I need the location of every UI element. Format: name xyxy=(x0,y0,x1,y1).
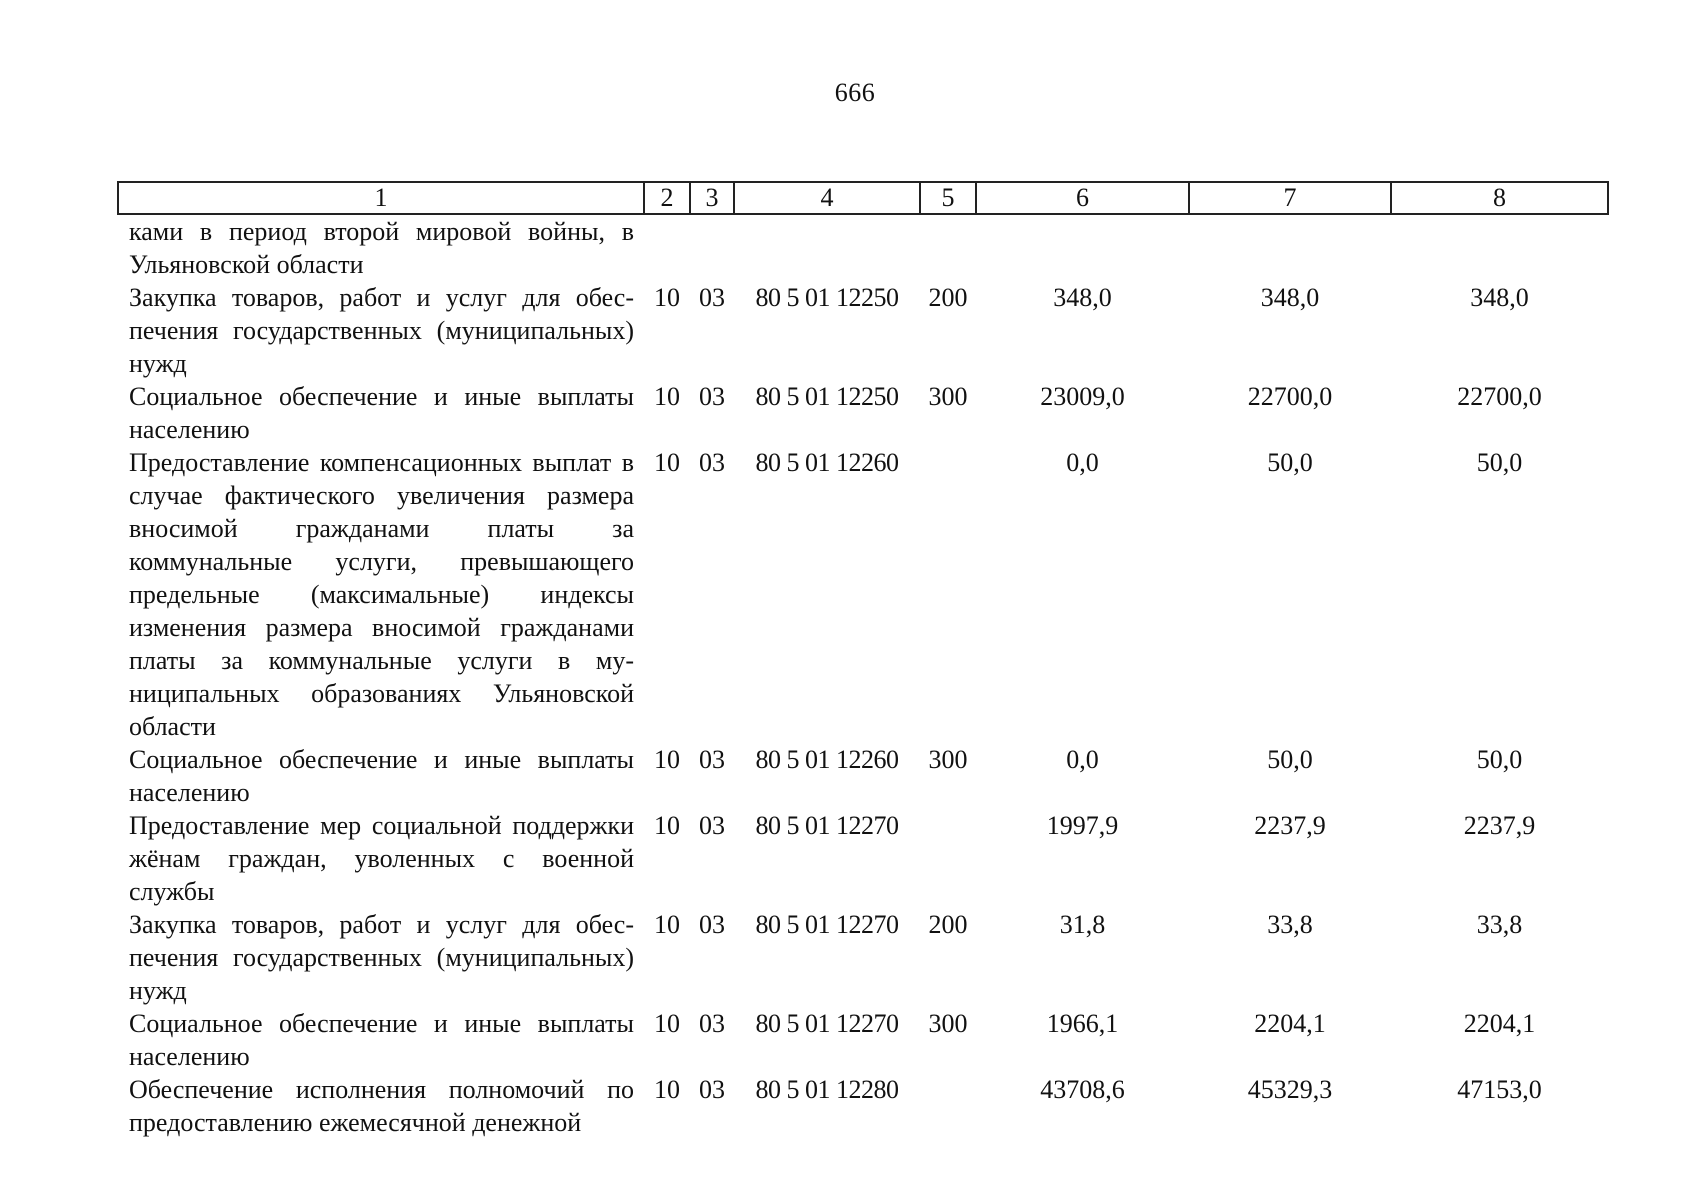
table-row xyxy=(118,446,1608,743)
row-description: Предоставление компенсационных выплат в случае фактического увеличения размера вносимой гражданами платы за коммунальные услуги, превышающего предельные (максимальные) индексы изменения размера вносимой гражданами платы за коммунальные услуги в муниципальных образованиях Ульяновской области xyxy=(129,448,634,741)
expense-type-code xyxy=(920,214,976,281)
subsection-code xyxy=(690,214,734,281)
column-header-8: 8 xyxy=(1391,182,1608,214)
amount-col-6: 0,0 xyxy=(1066,745,1099,774)
target-article-code: 80 5 01 12270 xyxy=(755,811,899,840)
row-description: Социальное обеспечение и иные выплаты населению xyxy=(129,382,634,444)
target-article-code xyxy=(734,214,920,281)
amount-col-8: 348,0 xyxy=(1470,283,1529,312)
target-article-code: 80 5 01 12250 xyxy=(755,283,899,312)
target-article-code: 80 5 01 12250 xyxy=(755,382,899,411)
table-body xyxy=(118,214,1608,1139)
amount-col-7: 33,8 xyxy=(1267,910,1313,939)
subsection-code: 03 xyxy=(699,382,725,411)
section-code: 10 xyxy=(654,745,680,774)
expense-type-code: 200 xyxy=(928,283,968,312)
table-row xyxy=(118,214,1608,281)
row-description: Социальное обеспечение и иные выплаты населению xyxy=(129,745,634,807)
amount-col-6 xyxy=(976,214,1189,281)
column-header-5: 5 xyxy=(920,182,976,214)
table-row xyxy=(118,809,1608,908)
section-code xyxy=(644,214,690,281)
subsection-code: 03 xyxy=(699,910,725,939)
header-row xyxy=(118,182,1608,214)
row-description: Обеспечение исполнения полномочий по предоставлению ежемесячной денежной xyxy=(129,1075,634,1137)
amount-col-7: 45329,3 xyxy=(1247,1075,1333,1104)
section-code: 10 xyxy=(654,1075,680,1104)
amount-col-8: 2204,1 xyxy=(1463,1009,1536,1038)
table-header xyxy=(118,182,1608,214)
section-code: 10 xyxy=(654,283,680,312)
subsection-code: 03 xyxy=(699,1009,725,1038)
column-header-6: 6 xyxy=(976,182,1189,214)
amount-col-7: 2237,9 xyxy=(1254,811,1326,840)
amount-col-7: 50,0 xyxy=(1267,745,1313,774)
table-row xyxy=(118,380,1608,446)
target-article-code: 80 5 01 12280 xyxy=(755,1075,899,1104)
amount-col-7: 2204,1 xyxy=(1254,1009,1326,1038)
page-number: 666 xyxy=(834,78,876,107)
table-row xyxy=(118,1073,1608,1139)
budget-table-container xyxy=(117,181,1607,1139)
amount-col-8: 47153,0 xyxy=(1457,1075,1542,1104)
expense-type-code: 300 xyxy=(928,1009,968,1038)
column-header-4: 4 xyxy=(734,182,920,214)
amount-col-6: 0,0 xyxy=(1066,448,1099,477)
subsection-code: 03 xyxy=(699,283,725,312)
amount-col-7 xyxy=(1189,214,1391,281)
expense-type-code xyxy=(920,809,976,908)
subsection-code: 03 xyxy=(699,811,725,840)
section-code: 10 xyxy=(654,448,680,477)
row-description: Закупка товаров, работ и услуг для обеспечения государственных (муниципальных) нужд xyxy=(129,910,634,1005)
amount-col-8: 22700,0 xyxy=(1457,382,1542,411)
amount-col-8: 33,8 xyxy=(1476,910,1523,939)
table-row xyxy=(118,1007,1608,1073)
table-row xyxy=(118,743,1608,809)
section-code: 10 xyxy=(654,1009,680,1038)
amount-col-6: 31,8 xyxy=(1059,910,1106,939)
amount-col-7: 50,0 xyxy=(1267,448,1313,477)
expense-type-code: 300 xyxy=(928,382,968,411)
amount-col-8 xyxy=(1391,214,1608,281)
subsection-code: 03 xyxy=(699,745,725,774)
target-article-code: 80 5 01 12270 xyxy=(755,1009,899,1038)
target-article-code: 80 5 01 12260 xyxy=(755,448,899,477)
amount-col-6: 348,0 xyxy=(1053,283,1112,312)
amount-col-6: 43708,6 xyxy=(1040,1075,1125,1104)
amount-col-6: 1997,9 xyxy=(1046,811,1119,840)
amount-col-7: 22700,0 xyxy=(1247,382,1333,411)
subsection-code: 03 xyxy=(699,1075,725,1104)
subsection-code: 03 xyxy=(699,448,725,477)
expense-type-code xyxy=(920,446,976,743)
target-article-code: 80 5 01 12260 xyxy=(755,745,899,774)
section-code: 10 xyxy=(654,910,680,939)
table-row xyxy=(118,281,1608,380)
amount-col-6: 1966,1 xyxy=(1046,1009,1119,1038)
column-header-3: 3 xyxy=(690,182,734,214)
expense-type-code: 200 xyxy=(928,910,968,939)
amount-col-8: 50,0 xyxy=(1476,448,1523,477)
table-row xyxy=(118,908,1608,1007)
expense-type-code xyxy=(920,1073,976,1139)
column-header-2: 2 xyxy=(644,182,690,214)
section-code: 10 xyxy=(654,382,680,411)
amount-col-7: 348,0 xyxy=(1260,283,1320,312)
row-description: ками в период второй мировой войны, в Ульяновской области xyxy=(129,217,634,279)
expense-type-code: 300 xyxy=(928,745,968,774)
amount-col-6: 23009,0 xyxy=(1040,382,1125,411)
amount-col-8: 2237,9 xyxy=(1463,811,1536,840)
row-description: Социальное обеспечение и иные выплаты населению xyxy=(129,1009,634,1071)
budget-table xyxy=(117,181,1609,1139)
column-header-7: 7 xyxy=(1189,182,1391,214)
row-description: Предоставление мер социальной поддержки жёнам граждан, уволенных с военной службы xyxy=(129,811,634,906)
section-code: 10 xyxy=(654,811,680,840)
row-description: Закупка товаров, работ и услуг для обеспечения государственных (муниципальных) нужд xyxy=(129,283,634,378)
amount-col-8: 50,0 xyxy=(1476,745,1523,774)
column-header-1: 1 xyxy=(118,182,644,214)
target-article-code: 80 5 01 12270 xyxy=(755,910,899,939)
